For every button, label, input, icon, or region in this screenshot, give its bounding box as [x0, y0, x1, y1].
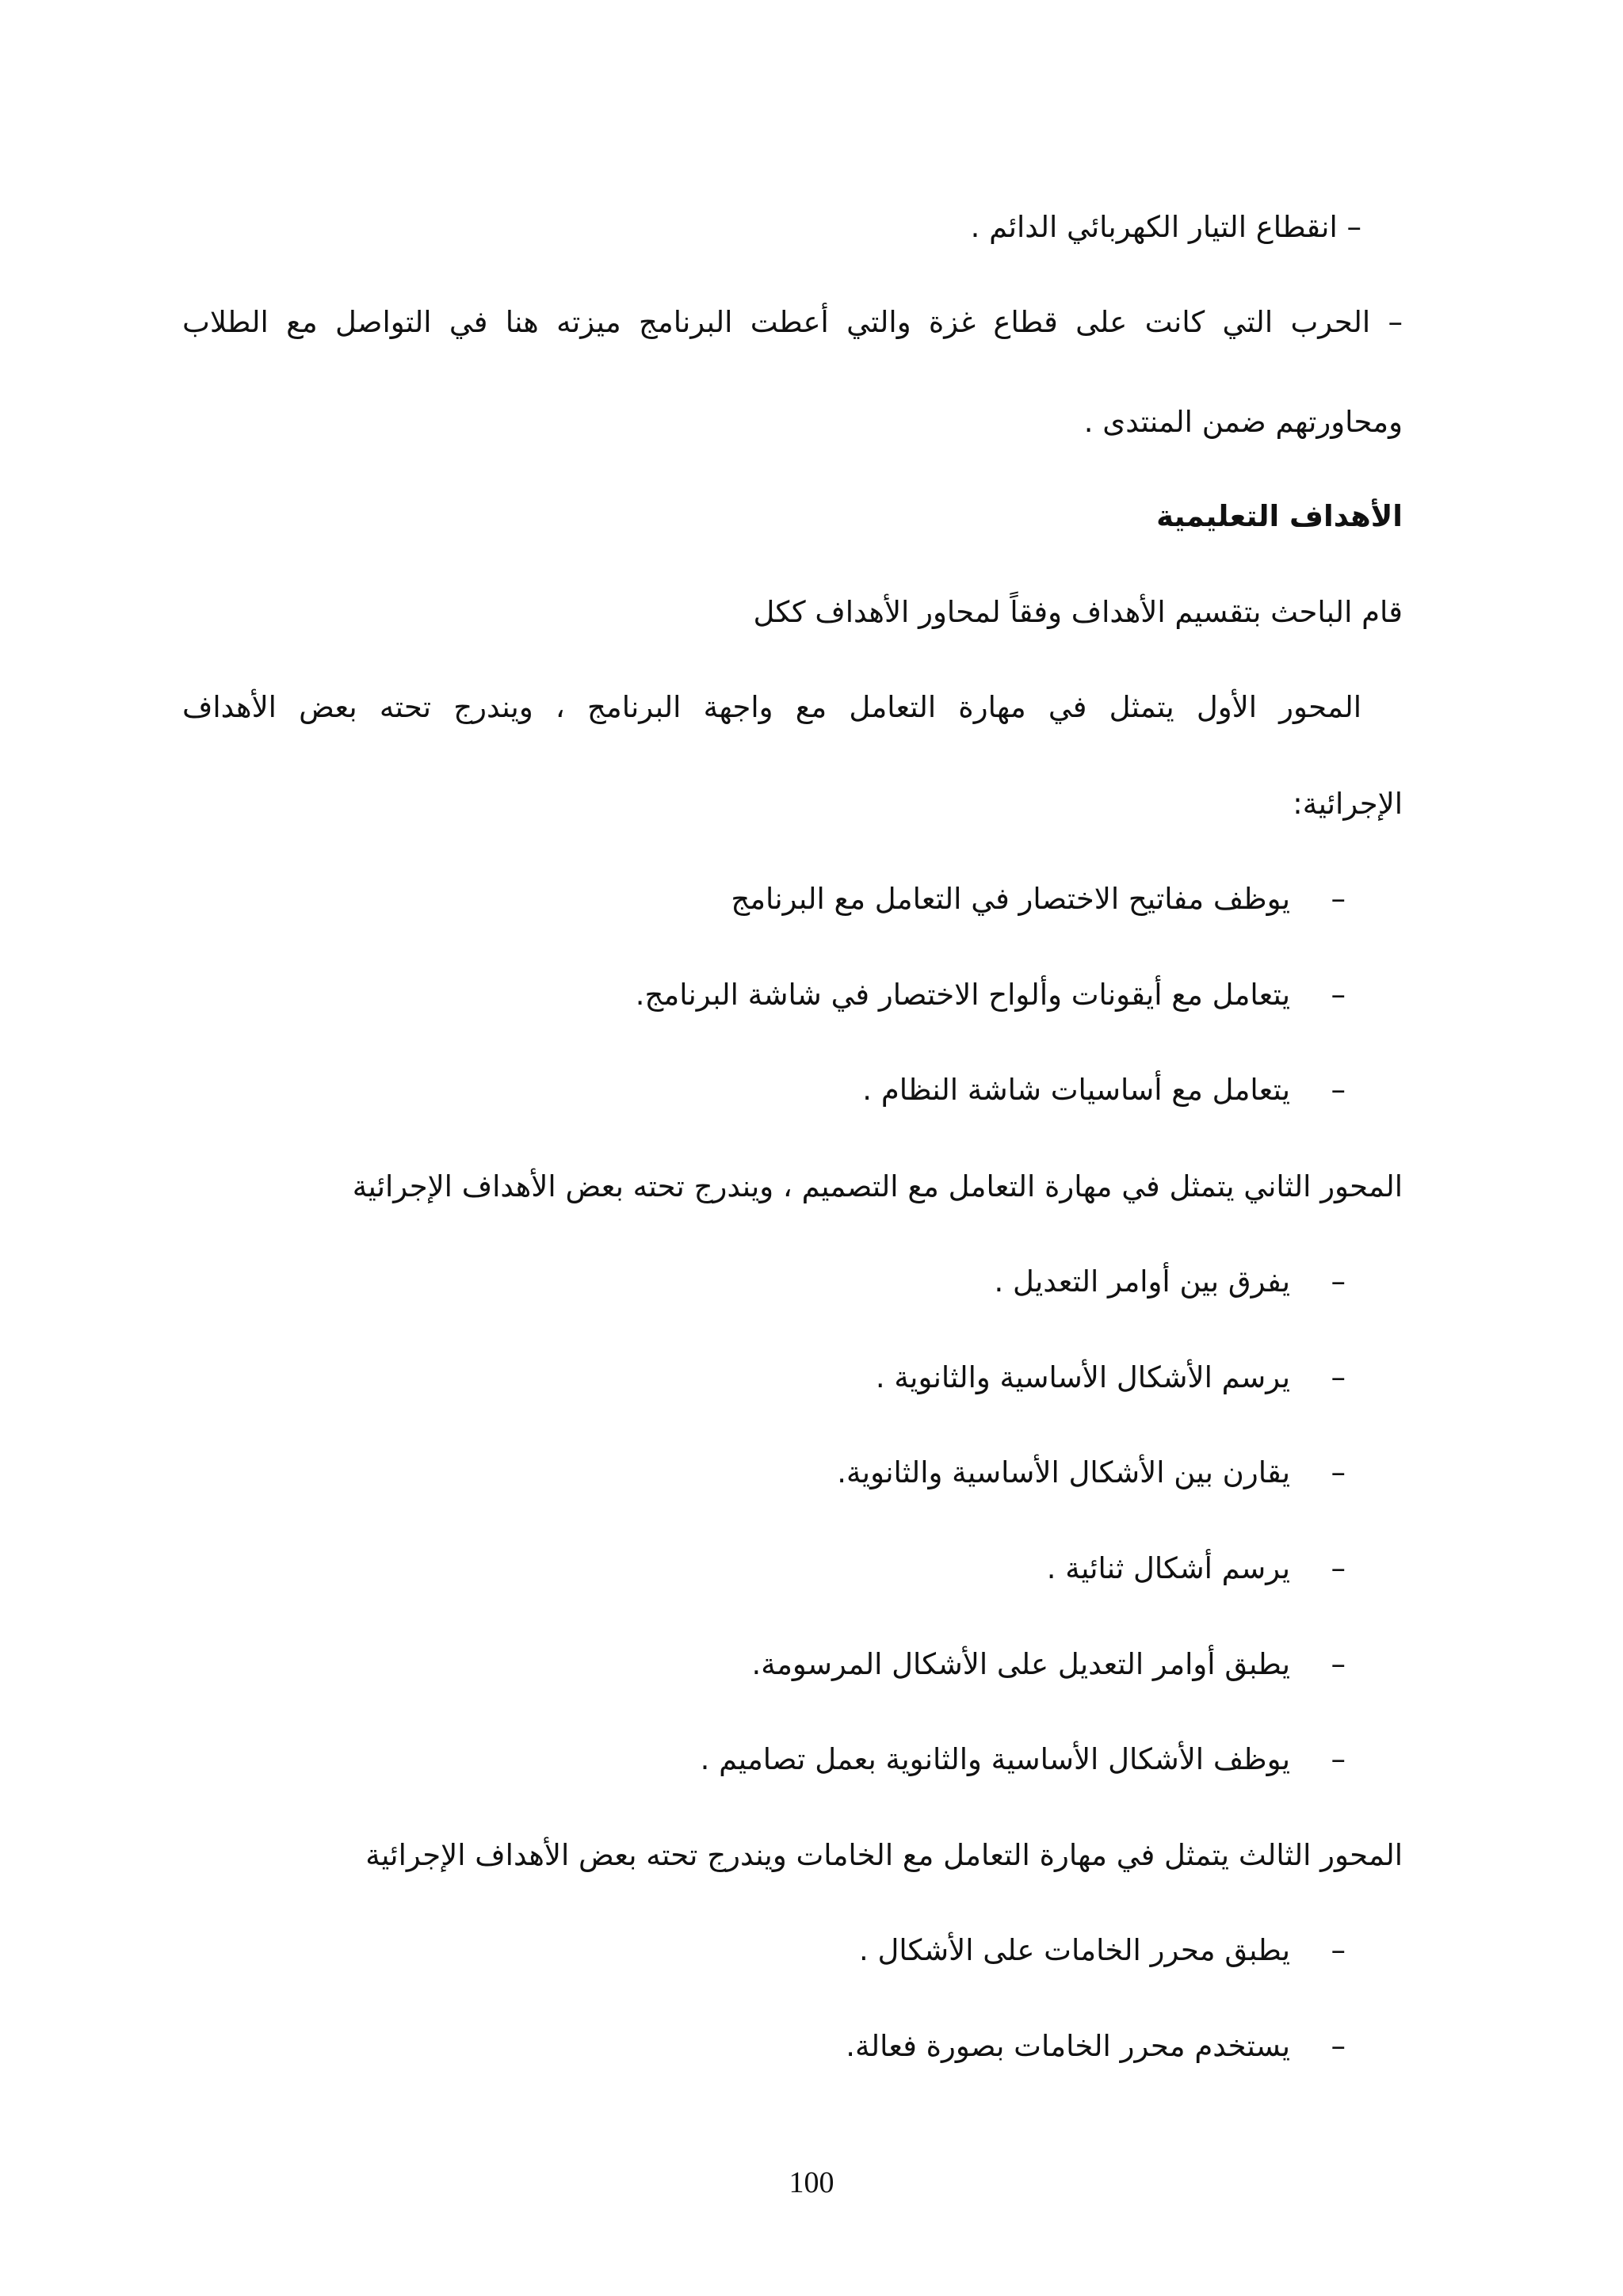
list-item	[1047, 1549, 1346, 1589]
list-item-text: يستخدم محرر الخامات بصورة فعالة.	[846, 2029, 1290, 2063]
bullet-dash-icon: –	[1331, 1264, 1346, 1299]
list-item	[846, 2027, 1346, 2066]
list-item-text: يتعامل مع أيقونات وألواح الاختصار في شاشة البرنامج.	[635, 978, 1290, 1012]
axis2-intro: المحور الثاني يتمثل في مهارة التعامل مع التصميم ، ويندرج تحته بعض الأهداف الإجرائية	[352, 1169, 1403, 1203]
list-item-text: يقارن بين الأشكال الأساسية والثانوية.	[837, 1455, 1290, 1489]
intro-line-1: – انقطاع التيار الكهربائي الدائم .	[970, 210, 1361, 244]
list-item-text: يتعامل مع أساسيات شاشة النظام .	[862, 1073, 1290, 1107]
axis3-intro: المحور الثالث يتمثل في مهارة التعامل مع الخامات ويندرج تحته بعض الأهداف الإجرائية	[365, 1838, 1403, 1872]
list-item-text: يرسم أشكال ثنائية .	[1046, 1551, 1290, 1585]
axis1-intro-line-2: الإجرائية:	[1293, 787, 1403, 821]
bullet-dash-icon: –	[1331, 1551, 1346, 1585]
list-item-text: يطبق أوامر التعديل على الأشكال المرسومة.	[751, 1647, 1290, 1681]
page-number: 100	[789, 2166, 834, 2199]
section-heading: الأهداف التعليمية	[1156, 499, 1403, 533]
list-item	[859, 1931, 1346, 1970]
bullet-dash-icon: –	[1331, 1073, 1346, 1107]
bullet-dash-icon: –	[1331, 1647, 1346, 1681]
list-item	[994, 1262, 1346, 1302]
bullet-dash-icon: –	[1331, 1455, 1346, 1489]
bullet-dash-icon: –	[1331, 1360, 1346, 1394]
bullet-dash-icon: –	[1331, 1933, 1346, 1967]
list-item-text: يفرق بين أوامر التعديل .	[994, 1264, 1290, 1299]
list-item	[837, 1453, 1346, 1493]
paragraph-methodology: قام الباحث بتقسيم الأهداف وفقاً لمحاور الأهداف ككل	[753, 595, 1403, 629]
list-item	[636, 975, 1346, 1015]
list-item	[731, 879, 1346, 919]
list-item	[876, 1358, 1346, 1398]
list-item-text: يوظف مفاتيح الاختصار في التعامل مع البرنامج	[731, 882, 1290, 916]
bullet-dash-icon: –	[1331, 2029, 1346, 2063]
list-item	[752, 1645, 1346, 1684]
list-item	[701, 1740, 1346, 1779]
list-item-text: يرسم الأشكال الأساسية والثانوية .	[875, 1360, 1290, 1394]
list-item-text: يطبق محرر الخامات على الأشكال .	[859, 1933, 1290, 1967]
bullet-dash-icon: –	[1331, 978, 1346, 1012]
axis1-intro-line-1: المحور الأول يتمثل في مهارة التعامل مع واجهة البرنامج ، ويندرج تحته بعض الأهداف	[182, 690, 1361, 724]
bullet-dash-icon: –	[1331, 882, 1346, 916]
intro-line-3: ومحاورتهم ضمن المنتدى .	[1083, 405, 1403, 439]
list-item	[862, 1070, 1346, 1110]
list-item-text: يوظف الأشكال الأساسية والثانوية بعمل تصاميم .	[700, 1742, 1290, 1776]
bullet-dash-icon: –	[1331, 1742, 1346, 1776]
intro-line-2: – الحرب التي كانت على قطاع غزة والتي أعطت البرنامج ميزته هنا في التواصل مع الطلاب	[182, 305, 1403, 339]
